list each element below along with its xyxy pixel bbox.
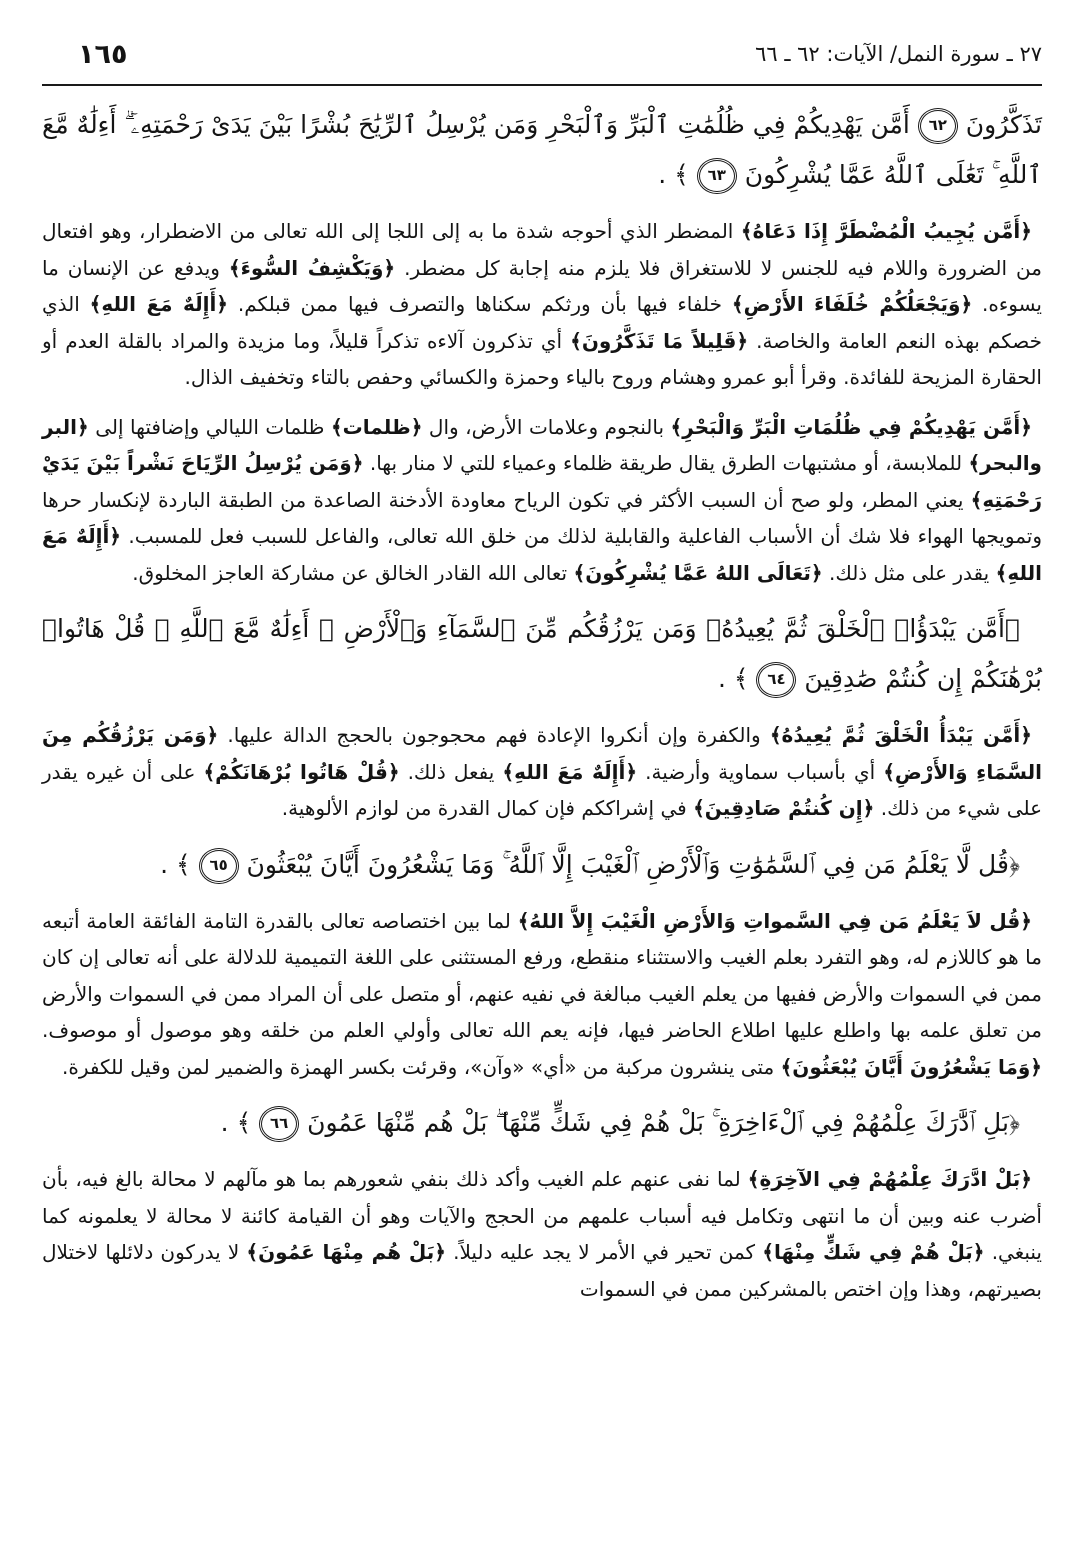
quoted-verse-fragment: ﴿أَإِلَهٌ مَعَ اللهِ﴾ (42, 524, 1042, 585)
quoted-verse-fragment: ﴿بَلْ ادَّرَكَ عِلْمُهُمْ فِي الآخِرَةِ﴾ (747, 1167, 1032, 1191)
commentary-text: يفعل ذلك. (399, 759, 503, 784)
quoted-verse-fragment: ﴿وَيَجْعَلُكُمْ خُلَفَاءَ الأَرْضِ﴾ (731, 292, 973, 316)
commentary-text: لما بين اختصاصه تعالى بالقدرة التامة الفائقة العامة أتبعه ما هو كاللازم له، وهو التفرد بعلم الغيب والاستثناء منقطع، ورفع المستثنى على اللغة التميمية للدلالة على أنه تعالى إن كان ممن في السموات والأرض ففيها من يعلم الغيب مبالغة في نفيه عنهم، أو متصل على أن المراد ممن في السموات والأرض من تعلق علمه بها واطلع عليها اطلاع الحاضر فيها، فإنه يعم الله تعالى وأولي العلم من خلقه وهو موصول أو موصوف. (42, 908, 1042, 1042)
commentary-text: والكفرة وإن أنكروا الإعادة فهم محجوجون بالحجج الدالة عليها. (218, 723, 770, 747)
verse-text: ﴾ . (160, 849, 199, 879)
quoted-verse-fragment: ﴿وَمَن يَرْزُقُكُم مِنَ السَّمَاءِ وَالأَرْضِ﴾ (42, 723, 1042, 784)
verse-number-marker: ٦٤ (756, 662, 796, 698)
quoted-verse-fragment: ﴿بَلْ هُم مِنْهَا عَمُونَ﴾ (246, 1240, 446, 1264)
quoted-verse-fragment: ﴿تَعَالَى اللهُ عَمَّا يُشْرِكُونَ﴾ (573, 560, 823, 585)
quoted-verse-fragment: ﴿البر والبحر﴾ (42, 414, 1042, 475)
running-title: ٢٧ ـ سورة النمل/ الآيات: ٦٢ ـ ٦٦ (755, 42, 1042, 66)
verse-text: ﴿بَلِ ٱدَّٰرَكَ عِلْمُهُمْ فِي ٱلْءَاخِرَةِ ۚ بَلْ هُمْ فِي شَكٍّ مِّنْهَا ۖ بَلْ هُم مِّنْهَا عَمُونَ (299, 1108, 1020, 1137)
verse-number-marker: ٦٥ (199, 848, 239, 884)
verse-text: ﴾ . (658, 160, 697, 189)
commentary-text: خلفاء فيها بأن ورثكم سكناها والتصرف فيها ممن قبلكم. (228, 292, 732, 316)
commentary-text: للملابسة، أو مشتبهات الطرق يقال طريقة ظلماء وعمياء للتي لا منار بها. (363, 451, 969, 475)
quoted-verse-fragment: ﴿ظلمات﴾ (330, 414, 423, 439)
commentary-text: كمن تحير في الأمر لا يجد عليه دليلاً. (445, 1240, 763, 1264)
commentary-text: يقدر على مثل ذلك. (822, 560, 996, 585)
verse-text: تَذَكَّرُونَ (957, 110, 1042, 139)
verse-number-marker: ٦٢ (918, 108, 958, 144)
quoted-verse-fragment: ﴿أَإِلَهٌ مَعَ اللهِ﴾ (89, 292, 229, 316)
commentary-text: ويدفع عن الإنسان ما يسوءه. (42, 255, 1042, 316)
commentary-text: تعالى الله القادر الخالق عن مشاركة العاجز المخلوق. (132, 560, 574, 585)
page-number: ١٦٥ (78, 38, 128, 70)
commentary-text: ظلمات الليالي وإضافتها إلى (88, 414, 331, 439)
commentary-text: على أن غيره يقدر على شيء من ذلك. (42, 759, 1042, 820)
commentary-paragraph (42, 1161, 1042, 1307)
commentary-text: متى ينشرون مركبة من «أي» «وآن»، وقرئت بكسر الهمزة والضمير لمن وقيل للكفرة. (61, 1054, 781, 1079)
commentary-text: لا يدركون دلائلها لاختلال بصيرتهم، وهذا وإن اختص بالمشركين ممن في السموات (42, 1240, 1042, 1301)
verse-text: ﴿أَمَّن يَبْدَؤُا۟ ٱلْخَلْقَ ثُمَّ يُعِيدُهُۥ وَمَن يَرْزُقُكُم مِّنَ ٱلسَّمَآءِ وَٱلْأَرْضِ ۗ أَءِلَٰهٌ مَّعَ ٱللَّهِ ۚ قُلْ هَاتُوا۟ بُرْهَٰنَكُمْ إِن كُنتُمْ صَٰدِقِينَ (42, 614, 1042, 693)
commentary-paragraph (42, 903, 1042, 1086)
commentary-paragraph (42, 213, 1042, 396)
quoted-verse-fragment: ﴿قُل لاَ يَعْلَمُ مَن فِي السَّمواتِ وَالأَرْضِ الْغَيْبَ إِلاَّ اللهُ﴾ (517, 908, 1032, 933)
quoted-verse-fragment: ﴿أَمَّن يُجِيبُ الْمُضْطَرَّ إِذَا دَعَاهُ﴾ (740, 219, 1032, 243)
quran-verse-block (42, 604, 1042, 704)
quoted-verse-fragment: ﴿قُلْ هَاتُوا بُرْهَانَكُمْ﴾ (203, 759, 400, 784)
commentary-text: أي تذكرون آلاءه تذكراً قليلاً، وما مزيدة والمراد بالقلة العدم أو الحقارة المزيحة للفائدة. وقرأ أبو عمرو وهشام وروح بالياء وحمزة والكسائي وحفص بالتاء وتخفيف الذال. (42, 328, 1042, 389)
commentary-text: يعني المطر، ولو صح أن السبب الأكثر في تكون الرياح معاودة الأدخنة الصاعدة من الطبقة الباردة لإنكسار حرها وتمويجها الهواء فلا شك أن الأسباب الفاعلية والقابلية لذلك من خلق الله تعالى، والفاعل للسبب فعل للمسبب. (42, 487, 1042, 548)
header-rule (42, 84, 1042, 86)
quoted-verse-fragment: ﴿بَلْ هُمْ فِي شَكٍّ مِنْهَا﴾ (762, 1240, 985, 1264)
quoted-verse-fragment: ﴿أَإِلَهٌ مَعَ اللهِ﴾ (502, 759, 638, 784)
commentary-text: أي بأسباب سماوية وأرضية. (637, 759, 884, 784)
verse-text: أَمَّن يَهْدِيكُمْ فِي ظُلُمَٰتِ ٱلْبَرِّ وَٱلْبَحْرِ وَمَن يُرْسِلُ ٱلرِّيَٰحَ بُشْرًا بَيْنَ يَدَىْ رَحْمَتِهِۦٓ ۗ أَءِلَٰهٌ مَّعَ ٱللَّهِ ۚ تَعَٰلَى ٱللَّهُ عَمَّا يُشْرِكُونَ (42, 110, 1042, 189)
running-header (42, 34, 1042, 74)
book-page (42, 0, 1042, 1559)
quoted-verse-fragment: ﴿وَمَن يُرْسِلُ الرِّيَاحَ نَشْراً بَيْنَ يَدَيْ رَحْمَتِهِ﴾ (42, 451, 1042, 512)
quoted-verse-fragment: ﴿إِن كُنتُمْ صَادِقِينَ﴾ (693, 796, 875, 820)
commentary-text: في إشراككم فإن كمال القدرة من لوازم الألوهية. (281, 796, 694, 820)
quoted-verse-fragment: ﴿وَمَا يَشْعُرُونَ أَيَّانَ يُبْعَثُونَ﴾ (780, 1054, 1042, 1079)
quoted-verse-fragment: ﴿وَيَكْشِفُ السُّوءَ﴾ (228, 255, 396, 280)
verse-text: ﴾ . (220, 1108, 260, 1137)
quoted-verse-fragment: ﴿أَمَّن يَهْدِيكُمْ فِي ظُلُمَاتِ الْبَرِّ وَالْبَحْرِ﴾ (670, 414, 1032, 439)
commentary-text: لما نفى عنهم علم الغيب وأكد ذلك بنفي شعورهم بما هو مآلهم لا محالة بالغ فيه، بأن أضرب عنه وبين أن ما انتهى وتكامل فيه أسباب علمهم من الحجج والآيات وهو أن القيامة كائنة لا محالة لا يعلمونه كما ينبغي. (42, 1167, 1043, 1264)
quran-verse-block (42, 100, 1042, 200)
quran-verse-block (42, 840, 1042, 890)
verse-number-marker: ٦٦ (259, 1106, 299, 1142)
quoted-verse-fragment: ﴿أَمَّن يَبْدَأُ الْخَلْقَ ثُمَّ يُعِيدُهُ﴾ (769, 723, 1033, 747)
commentary-text: المضطر الذي أحوجه شدة ما به إلى اللجا إلى الله تعالى من الاضطرار، وهو افتعال من الضرورة واللام فيه للجنس لا للاستغراق فلا يلزم منه إجابة كل مضطر. (42, 219, 1042, 280)
verse-text: ﴾ . (717, 664, 757, 693)
quran-verse-block (42, 1098, 1042, 1148)
commentary-paragraph (42, 717, 1042, 827)
page-body (42, 100, 1042, 1320)
commentary-text: بالنجوم وعلامات الأرض، وال (422, 414, 671, 439)
commentary-paragraph (42, 409, 1042, 592)
quoted-verse-fragment: ﴿قَلِيلاً مَا تَذَكَّرُونَ﴾ (570, 328, 749, 353)
commentary-text: الذي خصكم بهذه النعم العامة والخاصة. (42, 292, 1042, 353)
verse-number-marker: ٦٣ (697, 158, 737, 194)
verse-text: ﴿قُل لَّا يَعْلَمُ مَن فِي ٱلسَّمَٰوَٰتِ وَٱلْأَرْضِ ٱلْغَيْبَ إِلَّا ٱللَّهُ ۚ وَمَا يَشْعُرُونَ أَيَّانَ يُبْعَثُونَ (238, 849, 1020, 879)
